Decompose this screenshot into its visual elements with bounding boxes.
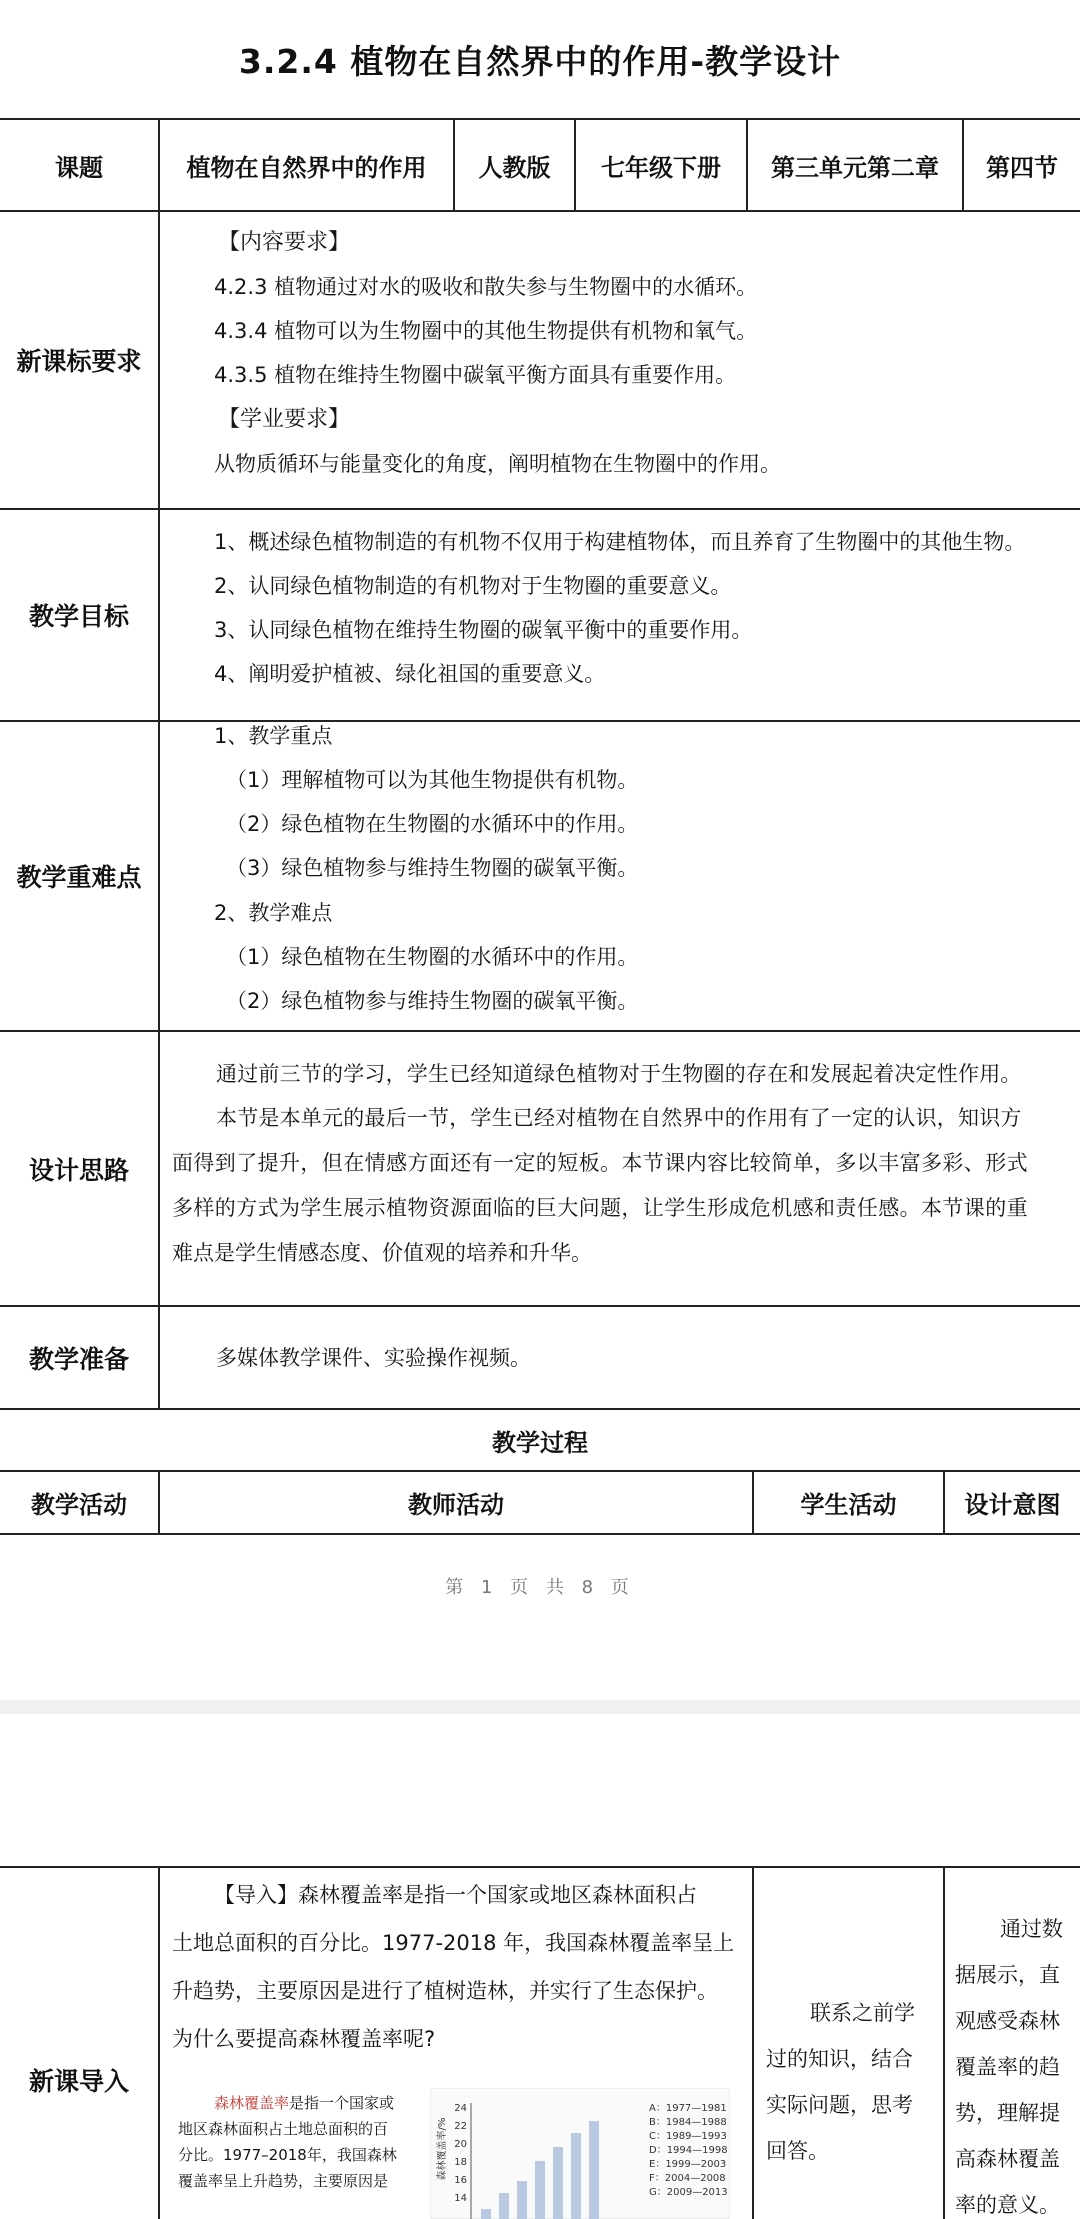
chart-bar bbox=[517, 2181, 527, 2219]
row-label-prep: 教学准备 bbox=[28, 1344, 129, 1374]
row-label-curriculum: 新课标要求 bbox=[16, 347, 142, 376]
table-rule bbox=[752, 1866, 754, 2219]
student-line: 实际问题，思考 bbox=[766, 2093, 913, 2117]
intro-line: 为什么要提高森林覆盖率呢? bbox=[172, 2027, 436, 2051]
student-line: 联系之前学 bbox=[810, 2001, 915, 2025]
design-line: 面得到了提升，但在情感方面还有一定的短板。本节课内容比较简单，多以丰富多彩、形式 bbox=[172, 1151, 1028, 1175]
curriculum-line: 4.3.5 植物在维持生物圈中碳氧平衡方面具有重要作用。 bbox=[214, 363, 737, 387]
header-cell-grade: 七年级下册 bbox=[601, 153, 721, 182]
table-rule bbox=[0, 720, 1080, 722]
legend-entry: G：2009—2013 bbox=[649, 2187, 728, 2198]
y-tick-label: 16 bbox=[454, 2175, 467, 2186]
academic-requirements-heading: 【学业要求】 bbox=[218, 407, 351, 432]
design-line: 难点是学生情感态度、价值观的培养和升华。 bbox=[172, 1241, 592, 1265]
y-tick-label: 20 bbox=[454, 2139, 467, 2150]
legend-entry: D：1994—1998 bbox=[649, 2145, 728, 2156]
curriculum-line: 4.2.3 植物通过对水的吸收和散失参与生物圈中的水循环。 bbox=[214, 275, 758, 299]
intent-line: 高森林覆盖 bbox=[955, 2147, 1060, 2171]
keypoint-line: （1）绿色植物在生物圈的水循环中的作用。 bbox=[226, 945, 639, 969]
intent-line: 势，理解提 bbox=[955, 2101, 1060, 2125]
y-tick-label: 24 bbox=[454, 2103, 467, 2114]
table-rule bbox=[0, 1030, 1080, 1032]
legend-entry: F：2004—2008 bbox=[649, 2173, 726, 2184]
prep-text: 多媒体教学课件、实验操作视频。 bbox=[216, 1346, 531, 1370]
legend-entry: A：1977—1981 bbox=[649, 2103, 727, 2114]
row-label-design: 设计思路 bbox=[28, 1155, 129, 1185]
header-cell-section: 第四节 bbox=[986, 153, 1058, 182]
curriculum-line: 4.3.4 植物可以为生物圈中的其他生物提供有机物和氧气。 bbox=[214, 319, 758, 343]
content-requirements-heading: 【内容要求】 bbox=[218, 230, 351, 255]
intent-line: 据展示，直 bbox=[955, 1963, 1060, 1987]
excerpt-line: 地区森林面积占土地总面积的百 bbox=[178, 2120, 389, 2138]
forest-coverage-chart-image bbox=[430, 2088, 730, 2219]
process-header-student: 学生活动 bbox=[800, 1491, 897, 1519]
row-label-intro: 新课导入 bbox=[28, 2067, 129, 2096]
chart-bar bbox=[535, 2161, 545, 2219]
page-separator bbox=[0, 1700, 1080, 1714]
keypoint-heading: 1、教学重点 bbox=[214, 724, 333, 748]
design-line: 多样的方式为学生展示植物资源面临的巨大问题，让学生形成危机感和责任感。本节课的重 bbox=[172, 1196, 1028, 1220]
row-label-goals: 教学目标 bbox=[28, 602, 129, 631]
chart-svg bbox=[431, 2089, 731, 2219]
legend-entry: B：1984—1988 bbox=[649, 2117, 727, 2128]
table-rule bbox=[0, 1305, 1080, 1307]
y-tick-label: 22 bbox=[454, 2121, 467, 2132]
keypoint-line: （2）绿色植物在生物圈的水循环中的作用。 bbox=[226, 812, 639, 836]
keypoint-line: （1）理解植物可以为其他生物提供有机物。 bbox=[226, 768, 639, 792]
row-label-keypoints: 教学重难点 bbox=[16, 863, 142, 892]
design-line: 通过前三节的学习，学生已经知道绿色植物对于生物圈的存在和发展起着决定性作用。 bbox=[216, 1062, 1022, 1086]
excerpt-line bbox=[214, 2090, 394, 2116]
header-cell-edition: 人教版 bbox=[478, 153, 551, 182]
intro-line: 升趋势，主要原因是进行了植树造林，并实行了生态保护。 bbox=[172, 1979, 718, 2003]
excerpt-term: 森林覆盖率 bbox=[214, 2094, 290, 2112]
table-rule bbox=[158, 1866, 160, 2219]
process-header-intent: 设计意图 bbox=[964, 1491, 1061, 1519]
header-cell-lesson: 植物在自然界中的作用 bbox=[186, 153, 427, 182]
goal-line: 1、概述绿色植物制造的有机物不仅用于构建植物体，而且养育了生物圈中的其他生物。 bbox=[214, 530, 1026, 554]
header-cell-topic: 课题 bbox=[55, 153, 103, 182]
chart-bar bbox=[481, 2209, 491, 2219]
chart-bar bbox=[589, 2121, 599, 2219]
document-title: 3.2.4 植物在自然界中的作用-教学设计 bbox=[238, 42, 842, 81]
y-tick-label: 14 bbox=[454, 2193, 467, 2204]
excerpt-line: 覆盖率呈上升趋势，主要原因是 bbox=[178, 2172, 389, 2190]
keypoint-line: （2）绿色植物参与维持生物圈的碳氧平衡。 bbox=[226, 989, 639, 1013]
table-rule bbox=[0, 1533, 1080, 1535]
difficulty-heading: 2、教学难点 bbox=[214, 901, 333, 925]
goal-line: 4、阐明爱护植被、绿化祖国的重要意义。 bbox=[214, 662, 606, 686]
table-rule bbox=[0, 508, 1080, 510]
legend-entry: E：1999—2003 bbox=[649, 2159, 727, 2170]
intro-line: 【导入】森林覆盖率是指一个国家或地区森林面积占 bbox=[214, 1883, 697, 1907]
goal-line: 2、认同绿色植物制造的有机物对于生物圈的重要意义。 bbox=[214, 574, 732, 598]
chart-bar bbox=[571, 2133, 581, 2219]
table-rule bbox=[0, 210, 1080, 212]
keypoint-line: （3）绿色植物参与维持生物圈的碳氧平衡。 bbox=[226, 856, 639, 880]
legend-entry: C：1989—1993 bbox=[649, 2131, 727, 2142]
intent-line: 覆盖率的趋 bbox=[955, 2055, 1060, 2079]
chart-bar bbox=[499, 2193, 509, 2219]
table-rule bbox=[943, 1866, 945, 2219]
table-rule bbox=[0, 1866, 1080, 1868]
curriculum-line: 从物质循环与能量变化的角度，阐明植物在生物圈中的作用。 bbox=[214, 452, 781, 476]
y-tick-label: 18 bbox=[454, 2157, 467, 2168]
header-cell-unit: 第三单元第二章 bbox=[771, 153, 939, 182]
excerpt-line-text: 是指一个国家或 bbox=[289, 2094, 395, 2112]
student-line: 回答。 bbox=[766, 2139, 829, 2163]
y-axis-label: 森林覆盖率/% bbox=[437, 2117, 448, 2181]
intent-line: 通过数 bbox=[1000, 1917, 1063, 1941]
process-title: 教学过程 bbox=[492, 1428, 588, 1457]
process-header-teacher: 教师活动 bbox=[408, 1491, 504, 1519]
design-line: 本节是本单元的最后一节，学生已经对植物在自然界中的作用有了一定的认识，知识方 bbox=[216, 1106, 1022, 1130]
chart-bar bbox=[553, 2147, 563, 2219]
excerpt-line: 分比。1977–2018年，我国森林 bbox=[178, 2146, 397, 2164]
process-header-activity: 教学活动 bbox=[31, 1491, 127, 1519]
intent-line: 率的意义。 bbox=[955, 2193, 1060, 2217]
goal-line: 3、认同绿色植物在维持生物圈的碳氧平衡中的重要作用。 bbox=[214, 618, 753, 642]
page-footer: 第 1 页 共 8 页 bbox=[445, 1577, 635, 1598]
table-rule bbox=[158, 118, 160, 1408]
intro-line: 土地总面积的百分比。1977-2018 年，我国森林覆盖率呈上 bbox=[172, 1931, 735, 1955]
student-line: 过的知识，结合 bbox=[766, 2047, 913, 2071]
intent-line: 观感受森林 bbox=[955, 2009, 1060, 2033]
